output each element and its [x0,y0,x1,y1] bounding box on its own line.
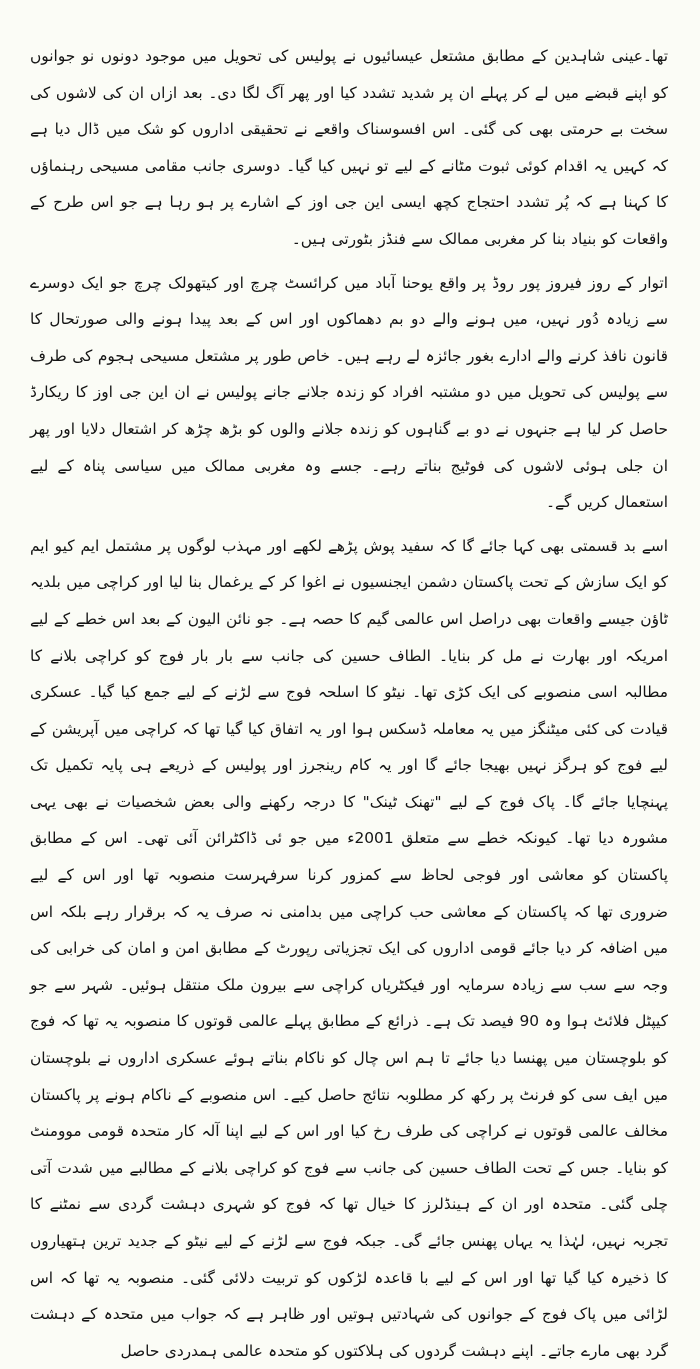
paragraph-1: تھا۔عینی شاہدین کے مطابق مشتعل عیسائیوں نے پولیس کی تحویل میں موجود دونوں نو جوانوں کو اپنے قبضے میں لے کر پہلے ان پر شدید تشدد کیا اور پھر آگ لگا دی۔ بعد ازاں ان کی لاشوں کی سخت بے حرمتی بھی کی گئی۔ اس افسوسناک واقعے نے تحقیقی اداروں کو شک میں ڈال دیا ہے کہ کہیں یہ اقدام کوئی ثبوت مٹانے کے لیے تو نہیں کیا گیا۔ دوسری جانب مقامی مسیحی رہنماؤں کا کہنا ہے کہ پُر تشدد احتجاج کچھ ایسی این جی اوز کے اشارے پر ہو رہا ہے جو اس طرح کے واقعات کو بنیاد بنا کر مغربی ممالک سے فنڈز بٹورتی ہیں۔ [30,47,668,248]
paragraph-2: اتوار کے روز فیروز پور روڈ پر واقع یوحنا آباد میں کرائسٹ چرچ اور کیتھولک چرچ جو ایک دوسرے سے زیادہ دُور نہیں، میں ہونے والے دو بم دھماکوں اور اس کے بعد پیدا ہونے والی صورتحال کا قانون نافذ کرنے والے ادارے بغور جائزہ لے رہے ہیں۔ خاص طور پر مشتعل مسیحی ہجوم کی طرف سے پولیس کی تحویل میں دو مشتبہ افراد کو زندہ جلانے جانے پولیس نے ان این جی اوز کا ریکارڈ حاصل کر لیا ہے جنہوں نے دو بے گناہوں کو زندہ جلانے والوں کو بڑھ چڑھ کر اشتعال دلایا اور پھر ان جلی ہوئی لاشوں کی فوٹیج بناتے رہے۔ جسے وہ مغربی ممالک میں سیاسی پناہ کے لیے استعمال کریں گے۔ [30,273,668,512]
paragraph-3: اسے بد قسمتی بھی کہا جائے گا کہ سفید پوش پڑھے لکھے اور مہذب لوگوں پر مشتمل ایم کیو ایم کو ایک سازش کے تحت پاکستان دشمن ایجنسیوں نے اغوا کر کے یرغمال بنا لیا اور کراچی میں بلدیہ ٹاؤن جیسے واقعات بھی دراصل اس عالمی گیم کا حصہ ہے۔ جو نائن الیون کے بعد اس خطے کے لیے امریکہ اور بھارت نے مل کر بنایا۔ الطاف حسین کی جانب سے بار بار فوج کو کراچی بلانے کا مطالبہ اسی منصوبے کی ایک کڑی تھا۔ نیٹو کا اسلحہ فوج سے لڑنے کے لیے جمع کیا گیا۔ عسکری قیادت کی کئی میٹنگز میں یہ معاملہ ڈسکس ہوا اور یہ اتفاق کیا گیا تھا کہ کراچی میں آپریشن کے لیے فوج کو ہرگز نہیں بھیجا جائے گا اور یہ کام رینجرز اور پولیس کے ذریعے ہی پایہ تکمیل تک پہنچایا جائے گا۔ پاک فوج کے لیے "تھنک ٹینک" کا درجہ رکھنے والی بعض شخصیات نے بھی یہی مشورہ دیا تھا۔ کیونکہ خطے سے متعلق 2001ء میں جو ئی ڈاکٹرائن آئی تھی۔ اس کے مطابق پاکستان کو معاشی اور فوجی لحاظ سے کمزور کرنا سرفہرست منصوبہ تھا اور اس کے لیے ضروری تھا کہ پاکستان کے معاشی حب کراچی میں بدامنی نہ صرف یہ کہ برقرار رہے بلکہ اس میں اضافہ کر دیا جائے قومی اداروں کی ایک تجزیاتی رپورٹ کے مطابق امن و امان کی خرابی کی وجہ سے سب سے زیادہ سرمایہ اور فیکٹریاں کراچی سے بیرون ملک منتقل ہوئیں۔ شہر سے جو کیپٹل فلائٹ ہوا وہ 90 فیصد تک ہے۔ ذرائع کے مطابق پہلے عالمی قوتوں کا منصوبہ یہ تھا کہ فوج کو بلوچستان میں پھنسا دیا جائے تا ہم اس چال کو ناکام بناتے ہوئے عسکری اداروں نے بلوچستان میں ایف سی کو فرنٹ پر رکھ کر مطلوبہ نتائج حاصل کیے۔ اس منصوبے کے ناکام ہونے پر پاکستان مخالف عالمی قوتوں نے کراچی کی طرف رخ کیا اور اس کے لیے اپنا آلہ کار متحدہ قومی موومنٹ کو بنایا۔ جس کے تحت الطاف حسین کی جانب سے فوج کو کراچی بلانے کے مطالبے میں شدت آتی چلی گئی۔ متحدہ اور ان کے ہینڈلرز کا خیال تھا کہ فوج کو شہری دہشت گردی سے نمٹنے کا تجربہ نہیں، لہٰذا یہ یہاں پھنس جائے گی۔ جبکہ فوج سے لڑنے کے لیے نیٹو کے جدید ترین ہتھیاروں کا ذخیرہ کیا گیا تھا اور اس کے لیے با قاعدہ لڑکوں کو تربیت دلائی گئی۔ منصوبہ یہ تھا کہ اس لڑائی میں پاک فوج کے جوانوں کی شہادتیں ہوتیں اور ظاہر ہے کہ جواب میں متحدہ کے دہشت گرد بھی مارے جاتے۔ اپنے دہشت گردوں کی ہلاکتوں کو متحدہ عالمی ہمدردی حاصل [30,536,668,1360]
article-body [30,38,668,1369]
